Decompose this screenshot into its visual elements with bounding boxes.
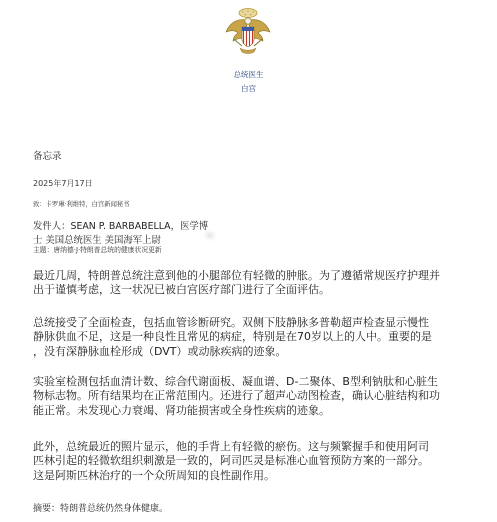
paragraph-line: 出于谨慎考虑，这一状况已被白宫医疗部门进行了全面评估。 <box>33 283 330 297</box>
paragraph-line: 此外，总统最近的照片显示，他的手背上有轻微的瘀伤。这与频繁握手和使用阿司 <box>33 440 429 453</box>
memo-to-line: 致：卡罗琳·利维特，白宫新闻秘书 <box>33 201 130 208</box>
paragraph-line: ，没有深静脉血栓形成（DVT）或动脉疾病的迹象。 <box>33 344 287 358</box>
memo-from-line: 士 美国总统医生 美国海军上尉 <box>33 235 161 246</box>
office-title: 总统医生 <box>233 70 264 79</box>
paragraph-line: 实验室检测包括血清计数、综合代谢面板、凝血谱、D-二聚体、B型利钠肽和心脏生 <box>33 375 438 388</box>
body-paragraph <box>33 316 473 359</box>
body-paragraph <box>33 440 473 483</box>
paragraph-line: 能正常。未发现心力衰竭、肾功能损害或全身性疾病的迹象。 <box>33 403 330 417</box>
memo-summary: 摘要：特朗普总统仍然身体健康。 <box>33 504 169 514</box>
memo-subject: 主题：唐纳德·J·特朗普总统的健康状况更新 <box>33 246 162 254</box>
paragraph-line: 物标志物。所有结果均在正常范围内。还进行了超声心动图检查，确认心脏结构和功 <box>33 389 440 403</box>
paragraph-line: 总统接受了全面检查，包括血管诊断研究。双侧下肢静脉多普勒超声检查显示慢性 <box>33 316 429 329</box>
body-paragraph <box>33 269 473 298</box>
body-paragraph <box>33 375 473 418</box>
office-location: 白宫 <box>241 84 256 93</box>
redaction-blur <box>206 233 214 238</box>
memo-date: 2025年7月17日 <box>33 179 93 188</box>
redaction-blur <box>180 378 190 386</box>
redaction-blur <box>118 441 128 447</box>
paragraph-line: 静脉供血不足，这是一种良性且常见的病症，特别是在70岁以上的人中。重要的是 <box>33 330 432 344</box>
memo-from-line: 发件人：SEAN P. BARBABELLA，医学博 <box>33 221 209 232</box>
paragraph-line: 匹林引起的轻微软组织刺激是一致的，阿司匹灵是标准心血管预防方案的一部分。 <box>33 454 429 468</box>
presidential-seal-icon <box>224 6 272 58</box>
paragraph-line: 这是阿斯匹林治疗的一个众所周知的良性副作用。 <box>33 468 275 482</box>
memo-heading: 备忘录 <box>33 151 62 162</box>
paragraph-line: 最近几周，特朗普总统注意到他的小腿部位有轻微的肿胀。为了遵循常规医疗护理并 <box>33 269 440 282</box>
